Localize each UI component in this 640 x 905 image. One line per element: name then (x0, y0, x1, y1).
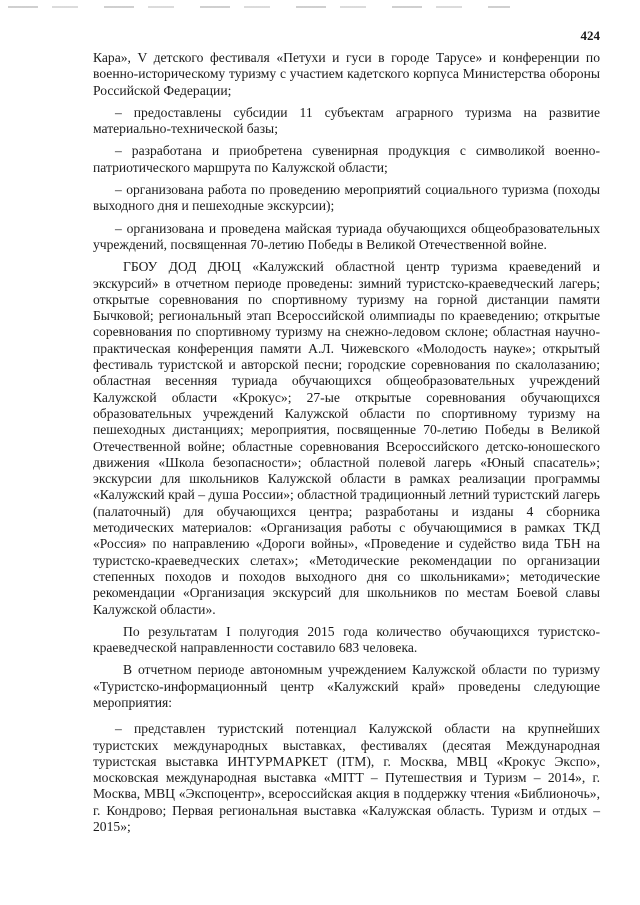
paragraph-souvenirs: – разработана и приобретена сувенирная продукция с символикой военно-патриотического маршрута по Калужской области; (93, 143, 600, 175)
paragraph-results: По результатам I полугодия 2015 года количество обучающихся туристско-краеведческой направленности составило 683 человека. (93, 623, 600, 656)
paragraph-subsidies: – предоставлены субсидии 11 субъектам аграрного туризма на развитие материально-технической базы; (93, 104, 600, 137)
paragraph-continuation: Кара», V детского фестиваля «Петухи и гуси в городе Тарусе» и конференции по военно-историческому туризму с участием кадетского корпуса Министерства обороны Российской Федерации; (93, 50, 600, 98)
paragraph-social-tourism: – организована работа по проведению мероприятий социального туризма (походы выходного дня и пешеходные экскурсии); (93, 182, 600, 214)
scan-artifact-line (8, 6, 510, 8)
paragraph-exhibitions: – представлен туристский потенциал Калужской области на крупнейших туристских международных выставках, фестивалях (десятая Международная туристская выставка ИНТУРМАРКЕТ (ITM), г. Москва, МВЦ «Крокус Экспо», московская международная выставка «МITT – Путешествия и Туризм – 2014», г. Москва, МВЦ «Экспоцентр», всероссийская акция в поддержку чтения «Библионочь», г. Кондрово; Первая региональная выставка «Калужская область. Туризм и отдых – 2015»; (93, 721, 600, 835)
document-body (93, 50, 600, 841)
page-number: 424 (580, 28, 600, 43)
paragraph-may-touriada: – организована и проведена майская туриада обучающихся общеобразовательных учреждений, посвященная 70-летию Победы в Великой Отечественной войне. (93, 220, 600, 252)
paragraph-autonomous-institution: В отчетном периоде автономным учреждением Калужской области по туризму «Туристско-информационный центр «Калужский край» проведены следующие мероприятия: (93, 662, 600, 710)
paragraph-gbou-dod: ГБОУ ДОД ДЮЦ «Калужский областной центр туризма краеведений и экскурсий» в отчетном периоде проведены: зимний туристско-краеведческий лагерь; открытые соревнования по спортивному туризму на горной дистанции памяти Бычковой; региональный этап Всероссийской олимпиады по краеведению; открытые соревнования по спортивному туризму на снежно-ледовом склоне; областная научно-практическая конференция памяти А.Л. Чижевского «Молодость науке»; открытый фестиваль туристской и авторской песни; городские соревнования по скалолазанию; областная весенняя туриада обучающихся общеобразовательных учреждений Калужской области «Крокус»; 27-ые открытые соревнования обучающихся образовательных учреждений Калужской области по спортивному туризму на пешеходных дистанциях; мероприятия, посвященные 70-летию Победы в Великой Отечественной войне; областные соревнования Всероссийского детско-юношеского движения «Школа безопасности»; областной полевой лагерь «Юный спасатель»; экскурсии для школьников Калужской области в рамках реализации программы «Калужский край – душа России»; областной традиционный летний туристский лагерь (палаточный) для обучающихся центра; разработаны и изданы 4 сборника методических материалов: «Организация работы с обучающимися в рамках ТКД «Россия» по направлению «Дороги войны», «Проведение и судейство вида ТБН на туристско-краеведческих слетах»; «Методические рекомендации по организации степенных походов и походов выходного дня со школьниками»; методические рекомендации «Организация экскурсий для школьников по местам Боевой славы Калужской области». (93, 259, 600, 617)
